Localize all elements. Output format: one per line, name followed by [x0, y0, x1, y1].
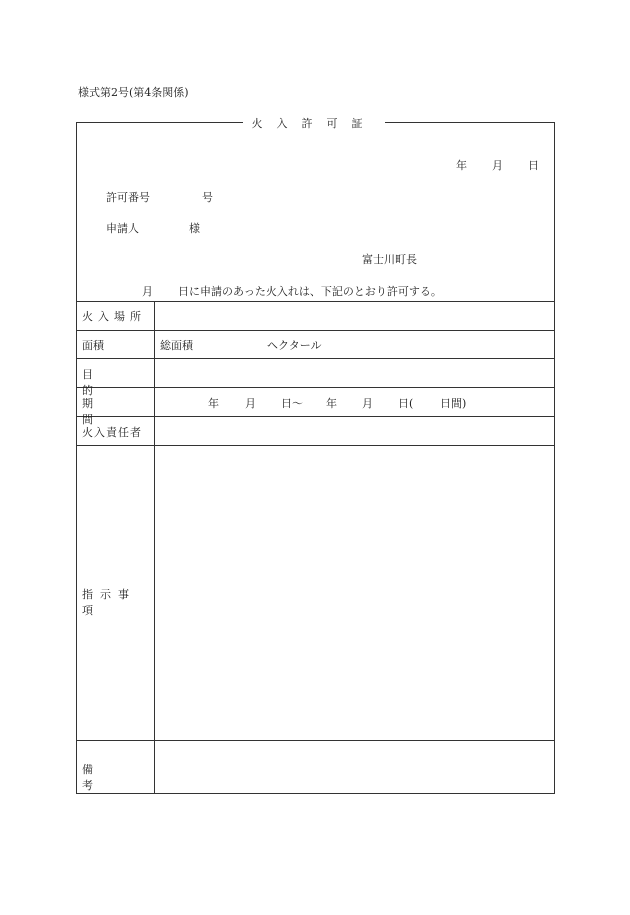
- period-label: 期間: [82, 397, 136, 426]
- issuer-name: 富士川町長: [362, 253, 417, 266]
- period-day-to: 日(: [398, 397, 414, 410]
- date-month: 月: [492, 159, 503, 172]
- applicant-honorific: 様: [189, 222, 200, 235]
- permit-number-label: 許可番号: [106, 191, 150, 204]
- permit-number-suffix: 号: [202, 191, 213, 204]
- area-unit: ヘクタール: [267, 339, 322, 352]
- area-label: 面積: [82, 339, 104, 352]
- form-title: 火入許可証: [251, 117, 377, 130]
- period-month-to: 月: [362, 397, 373, 410]
- statement-month: 月: [142, 285, 153, 298]
- date-day: 日: [528, 159, 539, 172]
- place-label: 火入場所: [82, 310, 146, 323]
- period-day-from: 日〜: [281, 397, 303, 410]
- purpose-label: 目的: [82, 368, 136, 397]
- period-month: 月: [245, 397, 256, 410]
- label-column-divider: [154, 301, 155, 794]
- remarks-label: 備考: [82, 763, 136, 792]
- row-divider: [76, 358, 555, 359]
- responsible-label: 火入責任者: [82, 426, 142, 439]
- top-border-left: [76, 122, 243, 123]
- row-divider: [76, 301, 555, 302]
- period-days-total: 日間): [440, 397, 467, 410]
- form-number-label: 様式第2号(第4条関係): [78, 86, 189, 99]
- area-total-label: 総面積: [160, 339, 193, 352]
- instructions-label: 指示事項: [82, 588, 136, 617]
- row-divider: [76, 330, 555, 331]
- permit-form-frame: [76, 122, 555, 794]
- row-divider: [76, 740, 555, 741]
- top-border-right: [385, 122, 555, 123]
- period-year-to: 年: [326, 397, 337, 410]
- date-year: 年: [456, 159, 467, 172]
- row-divider: [76, 445, 555, 446]
- period-year: 年: [208, 397, 219, 410]
- statement-text: 日に申請のあった火入れは、下記のとおり許可する。: [178, 285, 442, 298]
- applicant-label: 申請人: [106, 222, 139, 235]
